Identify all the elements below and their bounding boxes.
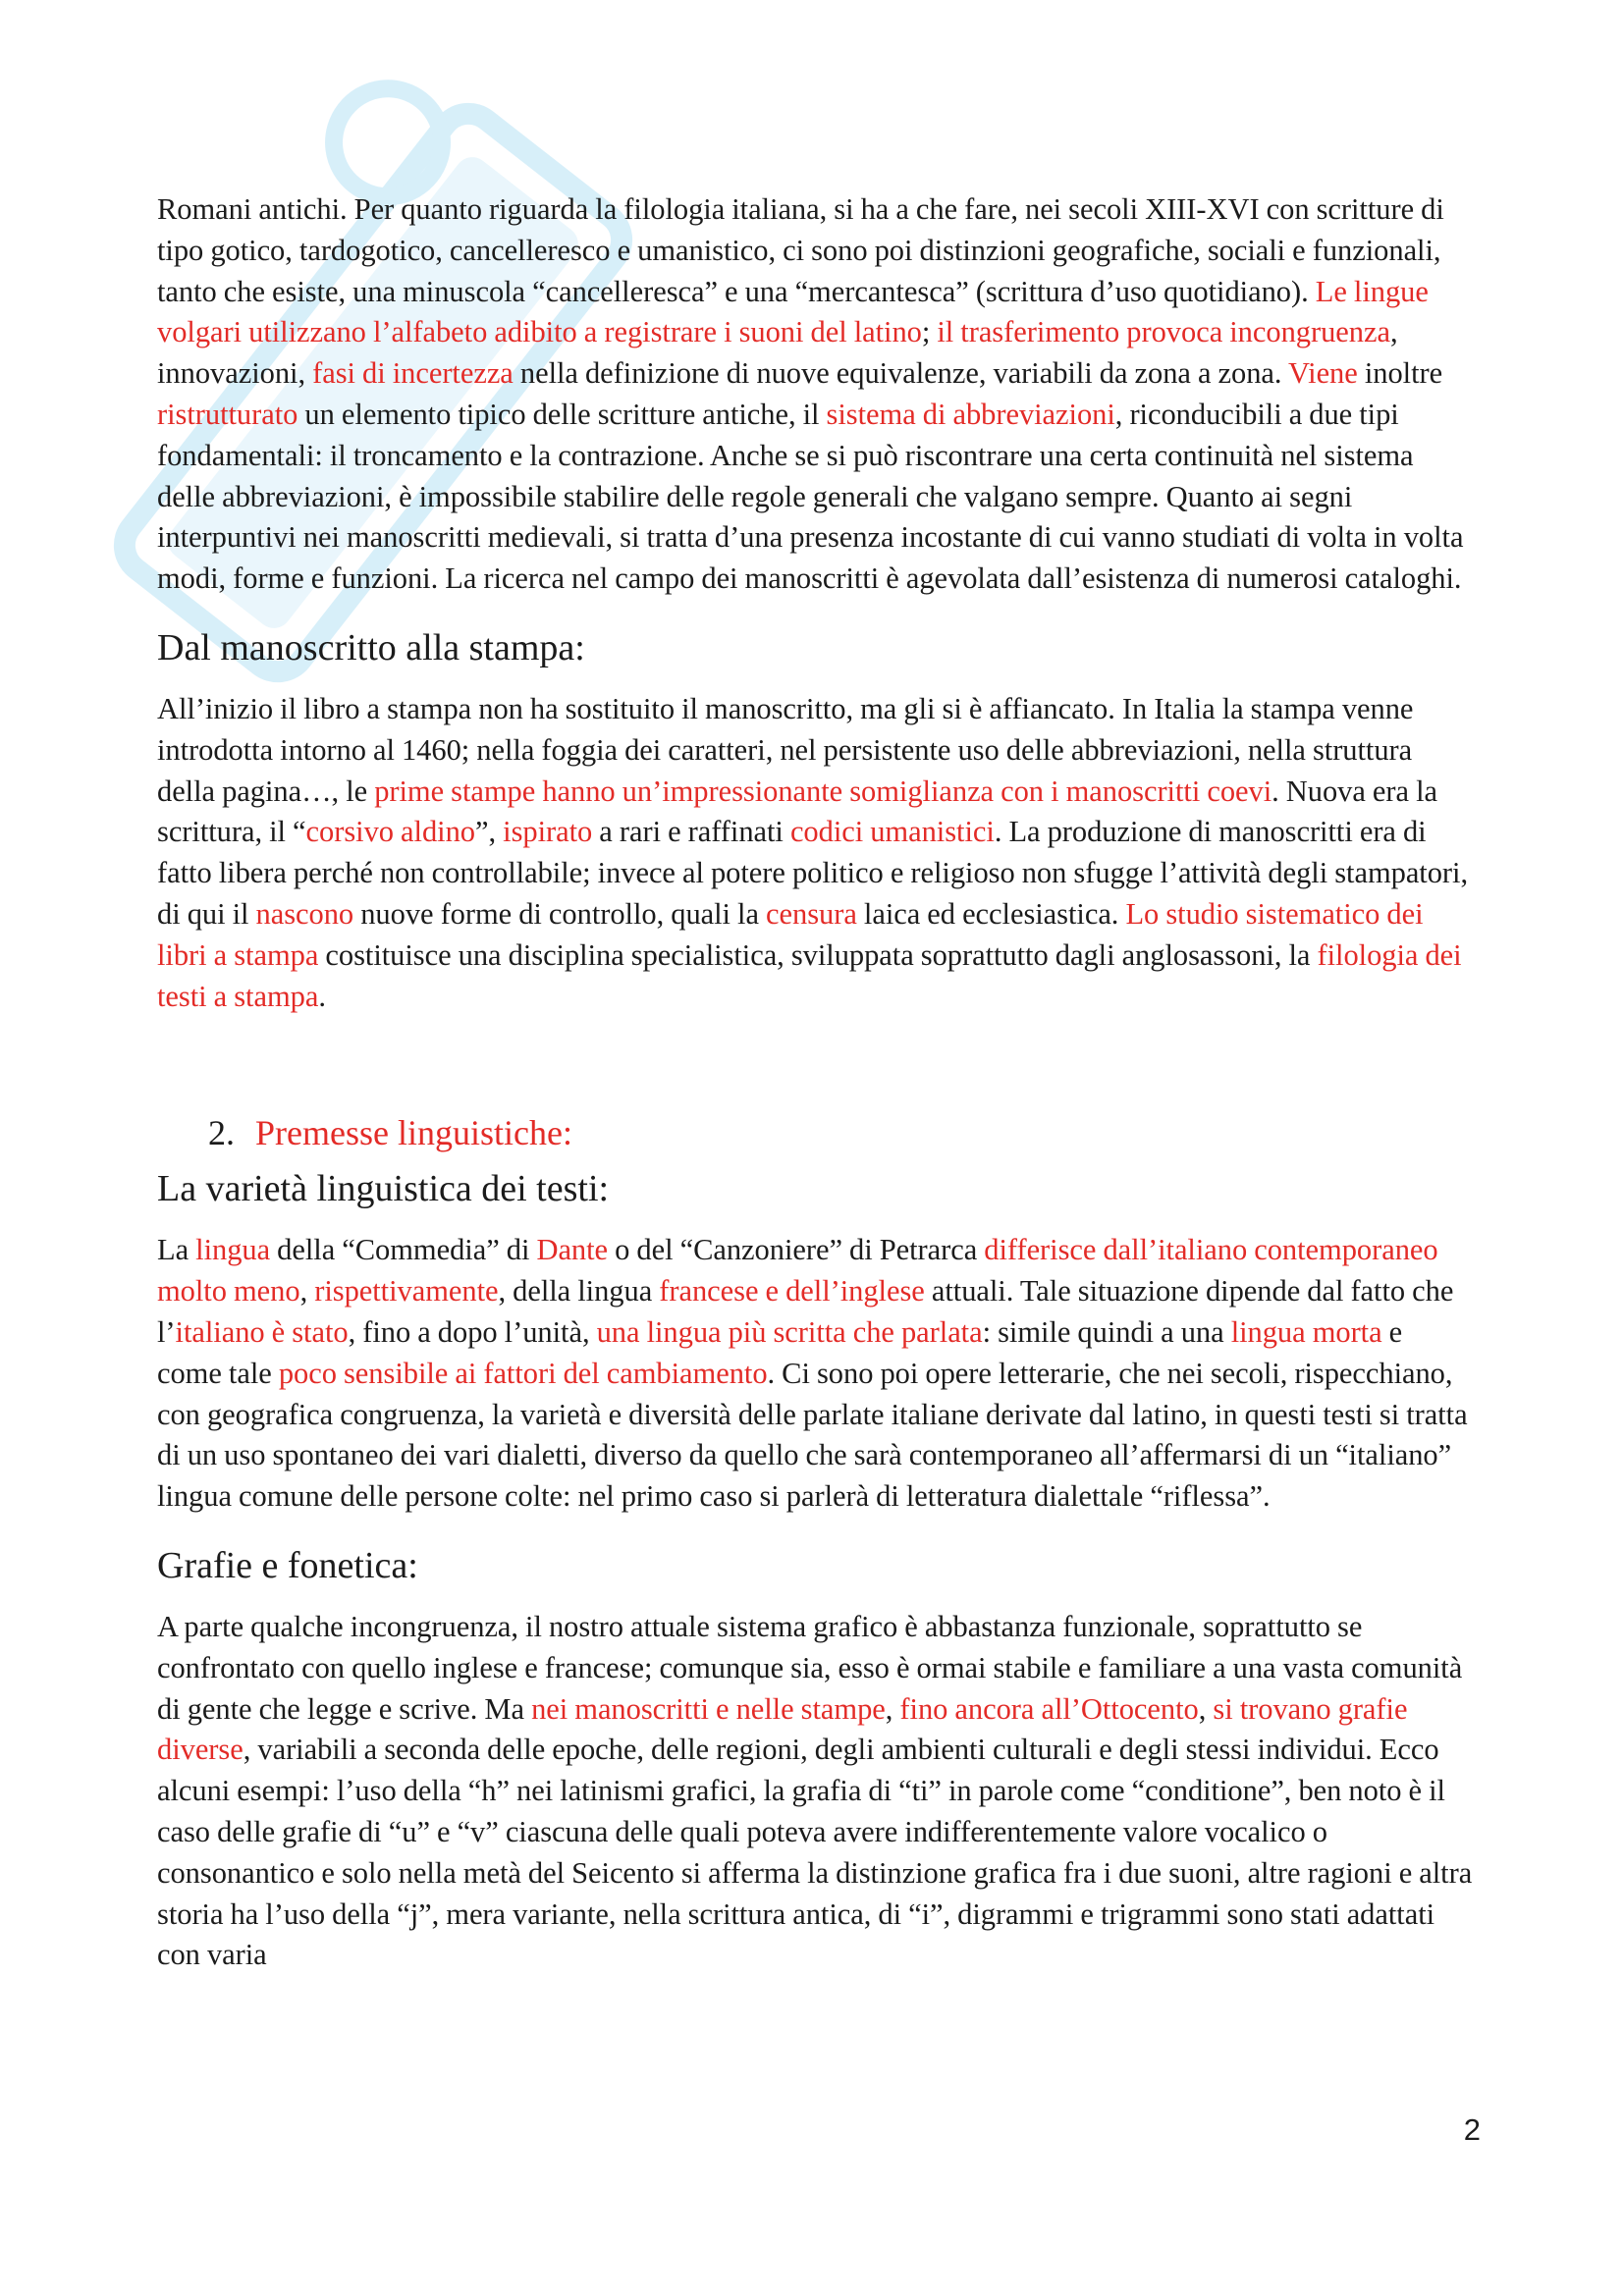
highlighted-text: prime stampe hanno un’impressionante somiglianza con i manoscritti coevi bbox=[374, 774, 1272, 808]
highlighted-text: una lingua più scritta che parlata bbox=[596, 1314, 983, 1349]
highlighted-text: nascono bbox=[255, 896, 354, 931]
highlighted-text: codici umanistici bbox=[789, 815, 995, 849]
paragraph-intro bbox=[157, 189, 1473, 600]
highlighted-text: differisce dall’italiano contemporaneo molto meno bbox=[157, 1233, 1438, 1308]
page-number: 2 bbox=[1463, 2112, 1481, 2147]
body-text: o del “Canzoniere” di Petrarca bbox=[608, 1233, 985, 1267]
body-text: A parte qualche incongruenza, il nostro attuale sistema grafico è abbastanza funzionale, soprattutto se confrontato con quello inglese e francese; comunque sia, esso è ormai stabile e familiare a una vasta comunità di gente che legge e scrive. Ma bbox=[157, 1609, 1463, 1726]
highlighted-text: italiano è stato bbox=[175, 1314, 349, 1349]
body-text: All’inizio il libro a stampa non ha sostituito il manoscritto, ma gli si è affiancato. In Italia la stampa venne introdotta intorno al 1460; nella foggia dei caratteri, nel persistente uso delle abbreviazioni, nella struttura della pagina…, le bbox=[157, 691, 1414, 808]
section-number: 2. bbox=[208, 1113, 235, 1153]
highlighted-text: nei manoscritti e nelle stampe bbox=[531, 1691, 886, 1726]
highlighted-text: fino ancora all’Ottocento bbox=[899, 1691, 1199, 1726]
heading-grafie-fonetica: Grafie e fonetica: bbox=[157, 1544, 418, 1586]
highlighted-text: Dante bbox=[536, 1233, 609, 1267]
highlighted-text: Viene bbox=[1288, 356, 1358, 391]
highlighted-text: il trasferimento provoca incongruenza bbox=[937, 315, 1390, 349]
section-heading-premesse bbox=[208, 1110, 1473, 1155]
body-text: laica ed ecclesiastica. bbox=[856, 896, 1126, 931]
paragraph-grafie bbox=[157, 1607, 1473, 1976]
body-text: ”, bbox=[475, 815, 504, 849]
body-text: nella definizione di nuove equivalenze, variabili da zona a zona. bbox=[513, 356, 1288, 391]
body-text: della “Commedia” di bbox=[270, 1233, 537, 1267]
body-text: , della lingua bbox=[498, 1274, 660, 1308]
body-text: , fino a dopo l’unità, bbox=[348, 1314, 597, 1349]
body-text: . La produzione di manoscritti era di fatto libera perché non controllabile; invece al potere politico e religioso non sfugge l’attività degli stampatori, di qui il bbox=[157, 815, 1469, 931]
highlighted-text: lingua bbox=[195, 1233, 271, 1267]
body-text: : simile quindi a una bbox=[982, 1314, 1231, 1349]
body-text: . Ci sono poi opere letterarie, che nei secoli, rispecchiano, con geografica congruenza, la varietà e diversità delle parlate italiane derivate dal latino, in questi testi si tratta di un uso spontaneo dei vari dialetti, diverso da quello che sarà contemporaneo all’affermarsi di un “italiano” lingua comune delle persone colte: nel primo caso si parlerà di letteratura dialettale “riflessa”. bbox=[157, 1356, 1468, 1514]
body-text: , bbox=[299, 1274, 315, 1308]
body-text: nuove forme di controllo, quali la bbox=[353, 896, 767, 931]
highlighted-text: Lo studio sistematico dei libri a stampa bbox=[157, 896, 1424, 972]
body-text: costituisce una disciplina specialistica, sviluppata soprattutto dagli anglosassoni, la bbox=[318, 937, 1318, 972]
highlighted-text: fasi di incertezza bbox=[312, 356, 514, 391]
body-text: , bbox=[1198, 1691, 1214, 1726]
highlighted-text: poco sensibile ai fattori del cambiamento bbox=[278, 1356, 768, 1390]
highlighted-text: Le lingue volgari utilizzano l’alfabeto adibito a registrare i suoni del latino bbox=[157, 274, 1429, 349]
highlighted-text: corsivo aldino bbox=[305, 815, 475, 849]
highlighted-text: sistema di abbreviazioni bbox=[826, 397, 1115, 431]
body-text: ; bbox=[921, 315, 938, 349]
highlighted-text: ristrutturato bbox=[157, 397, 298, 431]
heading-varieta-linguistica: La varietà linguistica dei testi: bbox=[157, 1168, 610, 1210]
heading-dal-manoscritto: Dal manoscritto alla stampa: bbox=[157, 626, 585, 668]
body-text: . Nuova era la scrittura, il “ bbox=[157, 774, 1437, 849]
paragraph-stampa bbox=[157, 689, 1473, 1017]
body-text: a rari e raffinati bbox=[592, 815, 790, 849]
section-title: Premesse linguistiche: bbox=[255, 1113, 572, 1153]
document-body bbox=[157, 189, 1473, 1976]
body-text: , variabili a seconda delle epoche, delle regioni, degli ambienti culturali e degli stessi individui. Ecco alcuni esempi: l’uso della “h” nei latinismi grafici, la grafia di “ti” in parole come “conditione”, ben noto è il caso delle grafie di “u” e “v” ciascuna delle quali poteva avere indifferentemente valore vocalico o consonantico e solo nella metà del Seicento si afferma la distinzione grafica fra i due suoni, altre ragioni e altra storia ha l’uso della “j”, mera variante, nella scrittura antica, di “i”, digrammi e trigrammi sono stati adattati con varia bbox=[157, 1733, 1473, 1972]
body-text: e come tale bbox=[157, 1314, 1403, 1390]
highlighted-text: lingua morta bbox=[1230, 1314, 1382, 1349]
highlighted-text: filologia dei testi a stampa bbox=[157, 937, 1462, 1013]
body-text: , bbox=[885, 1691, 900, 1726]
highlighted-text: francese e dell’inglese bbox=[659, 1274, 925, 1308]
highlighted-text: ispirato bbox=[503, 815, 593, 849]
body-text: . bbox=[318, 979, 326, 1013]
highlighted-text: rispettivamente bbox=[314, 1274, 499, 1308]
paragraph-varieta bbox=[157, 1230, 1473, 1518]
body-text: , innovazioni, bbox=[157, 315, 1398, 391]
body-text: La bbox=[157, 1233, 196, 1267]
body-text: un elemento tipico delle scritture antiche, il bbox=[298, 397, 827, 431]
body-text: Romani antichi. Per quanto riguarda la filologia italiana, si ha a che fare, nei secoli XIII-XVI con scritture di tipo gotico, tardogotico, cancelleresco e umanistico, ci sono poi distinzioni geografiche, sociali e funzionali, tanto che esiste, una minuscola “cancelleresca” e una “mercantesca” (scrittura d’uso quotidiano). bbox=[157, 192, 1444, 308]
highlighted-text: censura bbox=[766, 896, 857, 931]
body-text: , riconducibili a due tipi fondamentali: il troncamento e la contrazione. Anche se si può riscontrare una certa continuità nel sistema delle abbreviazioni, è impossibile stabilire delle regole generali che valgano sempre. Quanto ai segni interpuntivi nei manoscritti medievali, si tratta d’una presenza incostante di cui vanno studiati di volta in volta modi, forme e funzioni. La ricerca nel campo dei manoscritti è agevolata dall’esistenza di numerosi cataloghi. bbox=[157, 397, 1464, 596]
body-text: attuali. Tale situazione dipende dal fatto che l’ bbox=[157, 1274, 1454, 1349]
highlighted-text: si trovano grafie diverse bbox=[157, 1691, 1408, 1767]
body-text: inoltre bbox=[1357, 356, 1443, 391]
